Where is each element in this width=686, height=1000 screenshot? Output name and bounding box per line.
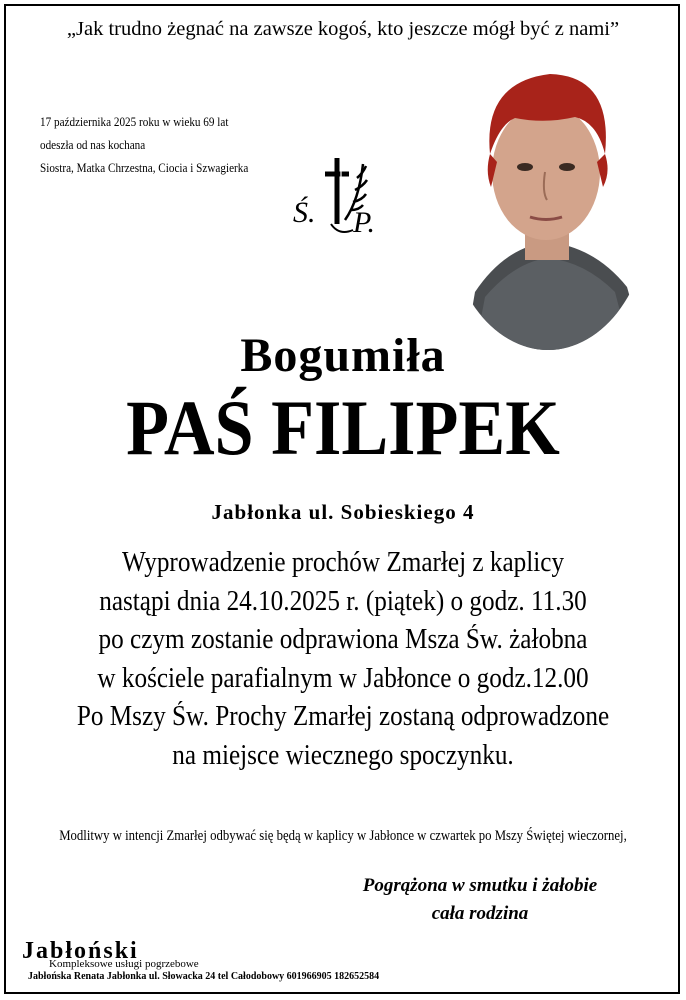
ceremony-line: po czym zostanie odprawiona Msza Św. żałobna bbox=[98, 624, 588, 656]
ceremony-line: w kościele parafialnym w Jabłonce o godz.12.00 bbox=[97, 662, 589, 694]
intro-line: Siostra, Matka Chrzestna, Ciocia i Szwagierka bbox=[40, 160, 249, 175]
mourners-line: Pogrążona w smutku i żałobie bbox=[362, 875, 598, 896]
portrait-image bbox=[445, 62, 651, 350]
sp-right-letter: P. bbox=[353, 206, 375, 239]
company-subtitle: Kompleksowe usługi pogrzebowe bbox=[49, 958, 199, 970]
intro-text bbox=[40, 110, 248, 179]
intro-line: 17 października 2025 roku w wieku 69 lat bbox=[40, 114, 229, 129]
intro-line: odeszła od nas kochana bbox=[40, 137, 146, 152]
prayer-note: Modlitwy w intencji Zmarłej odbywać się będą w kaplicy w Jabłonce w czwartek po Mszy Świętej wieczornej, bbox=[59, 828, 627, 844]
opening-quote: „Jak trudno żegnać na zawsze kogoś, kto jeszcze mógł być z nami” bbox=[66, 18, 620, 40]
first-name: Bogumiła bbox=[240, 329, 446, 382]
company-footer: Jabłońska Renata Jabłonka ul. Słowacka 24 tel Całodobowy 601966905 182652584 bbox=[28, 971, 380, 982]
ceremony-line: na miejsce wiecznego spoczynku. bbox=[172, 739, 514, 771]
mourners-line: cała rodzina bbox=[431, 903, 529, 924]
mourners bbox=[300, 872, 660, 928]
cross-emblem bbox=[293, 150, 383, 240]
ceremony-line: Po Mszy Św. Prochy Zmarłej zostaną odprowadzone bbox=[76, 701, 610, 733]
cross-icon bbox=[293, 150, 383, 240]
ceremony-line: nastąpi dnia 24.10.2025 r. (piątek) o godz. 11.30 bbox=[99, 585, 587, 617]
ceremony-line: Wyprowadzenie prochów Zmarłej z kaplicy bbox=[121, 547, 565, 578]
sp-left-letter: Ś. bbox=[293, 196, 316, 229]
last-name: PAŚ FILIPEK bbox=[126, 384, 560, 471]
company-logo: Jabłoński bbox=[22, 938, 139, 964]
ceremony-text bbox=[0, 544, 686, 776]
address: Jabłonka ul. Sobieskiego 4 bbox=[211, 500, 475, 524]
portrait-photo bbox=[445, 62, 651, 350]
